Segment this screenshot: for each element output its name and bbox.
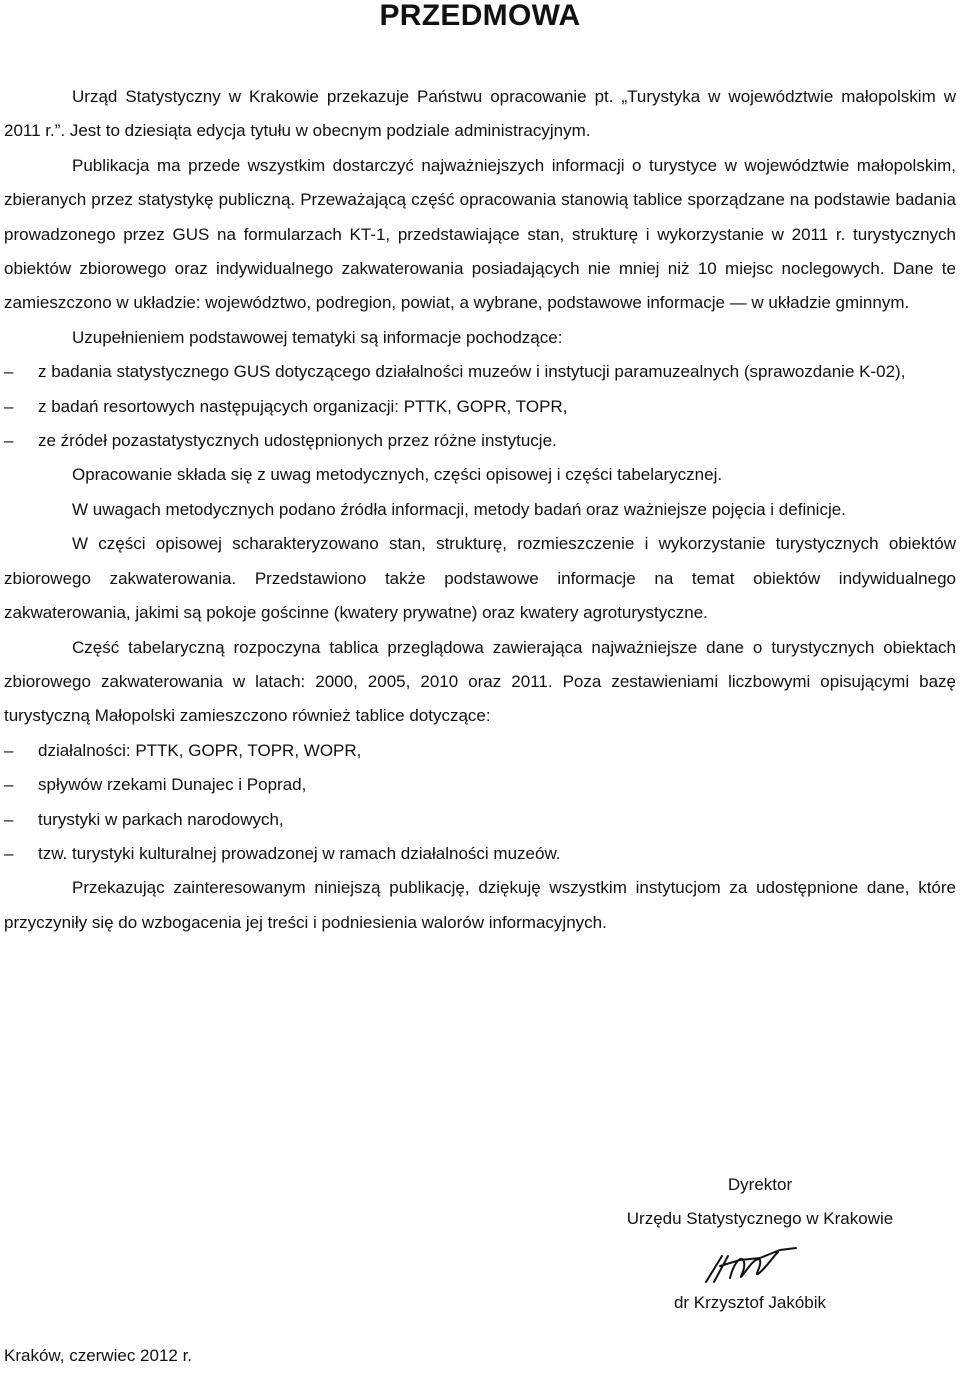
sources-list — [4, 355, 956, 458]
dash-bullet: – — [4, 843, 14, 863]
methodology-paragraph: W uwagach metodycznych podano źródła informacji, metody badań oraz ważniejsze pojęcia i definicje. — [72, 499, 846, 519]
list-item: – tzw. turystyki kulturalnej prowadzonej w ramach działalności muzeów. — [4, 837, 956, 871]
supplement-paragraph: Uzupełnieniem podstawowej tematyki są informacje pochodzące: — [72, 327, 563, 347]
signature-block — [560, 1168, 960, 1236]
document-body — [4, 80, 956, 940]
signature-role: Dyrektor — [727, 1175, 793, 1194]
handwritten-signature — [700, 1242, 810, 1292]
list-item: – z badania statystycznego GUS dotyczącego działalności muzeów i instytucji paramuzealnych (sprawozdanie K-02), — [4, 355, 956, 389]
list-item: – z badań resortowych następujących organizacji: PTTK, GOPR, TOPR, — [4, 390, 956, 424]
page-title: PRZEDMOWA — [379, 0, 581, 32]
list-item: – spływów rzekami Dunajec i Poprad, — [4, 768, 956, 802]
tabular-paragraph: Część tabelaryczną rozpoczyna tablica przeglądowa zawierająca najważniejsze dane o turystycznych obiektach zbiorowego zakwaterowania w latach: 2000, 2005, 2010 oraz 2011. Poza zestawieniami liczbowymi opisującymi bazę turystyczną Małopolski zamieszczono również tablice dotyczące: — [4, 637, 956, 726]
place-and-date: Kraków, czerwiec 2012 r. — [4, 1346, 193, 1365]
list-item: – ze źródeł pozastatystycznych udostępnionych przez różne instytucje. — [4, 424, 956, 458]
publication-paragraph: Publikacja ma przede wszystkim dostarczyć najważniejszych informacji o turystyce w województwie małopolskim, zbieranych przez statystykę publiczną. Przeważającą część opracowania stanowią tablice sporządzane na podstawie badania prowadzonego przez GUS na formularzach KT-1, przedstawiające stan, strukturę i wykorzystanie w 2011 r. turystycznych obiektów zbiorowego oraz indywidualnego zakwaterowania posiadających nie mniej niż 10 miejsc noclegowych. Dane te zamieszczono w układzie: województwo, podregion, powiat, a wybrane, podstawowe informacje — w układzie gminnym. — [4, 155, 956, 313]
dash-bullet: – — [4, 396, 14, 416]
closing-paragraph: Przekazując zainteresowanym niniejszą publikację, dziękuję wszystkim instytucjom za udostępnione dane, które przyczyniły się do wzbogacenia jej treści i podniesienia walorów informacyjnych. — [4, 878, 956, 932]
dash-bullet: – — [4, 775, 14, 795]
dash-bullet: – — [4, 809, 14, 829]
tables-list — [4, 734, 956, 872]
intro-paragraph: Urząd Statystyczny w Krakowie przekazuje Państwu opracowanie pt. „Turystyka w województwie małopolskim w 2011 r.”. Jest to dziesiąta edycja tytułu w obecnym podziale administracyjnym. — [4, 87, 956, 141]
list-item: – turystyki w parkach narodowych, — [4, 803, 956, 837]
dash-bullet: – — [4, 740, 14, 760]
structure-paragraph: Opracowanie składa się z uwag metodycznych, części opisowej i części tabelarycznej. — [72, 465, 723, 485]
dash-bullet: – — [4, 431, 14, 451]
descriptive-paragraph: W części opisowej scharakteryzowano stan, strukturę, rozmieszczenie i wykorzystanie turystycznych obiektów zbiorowego zakwaterowania. Przedstawiono także podstawowe informacje na temat obiektów indywidualnego zakwaterowania, jakimi są pokoje gościnne (kwatery prywatne) oraz kwatery agroturystyczne. — [4, 534, 956, 623]
list-item: – działalności: PTTK, GOPR, TOPR, WOPR, — [4, 734, 956, 768]
dash-bullet: – — [4, 362, 14, 382]
signature-institution: Urzędu Statystycznego w Krakowie — [626, 1209, 894, 1228]
signatory-name: dr Krzysztof Jakóbik — [673, 1293, 827, 1312]
